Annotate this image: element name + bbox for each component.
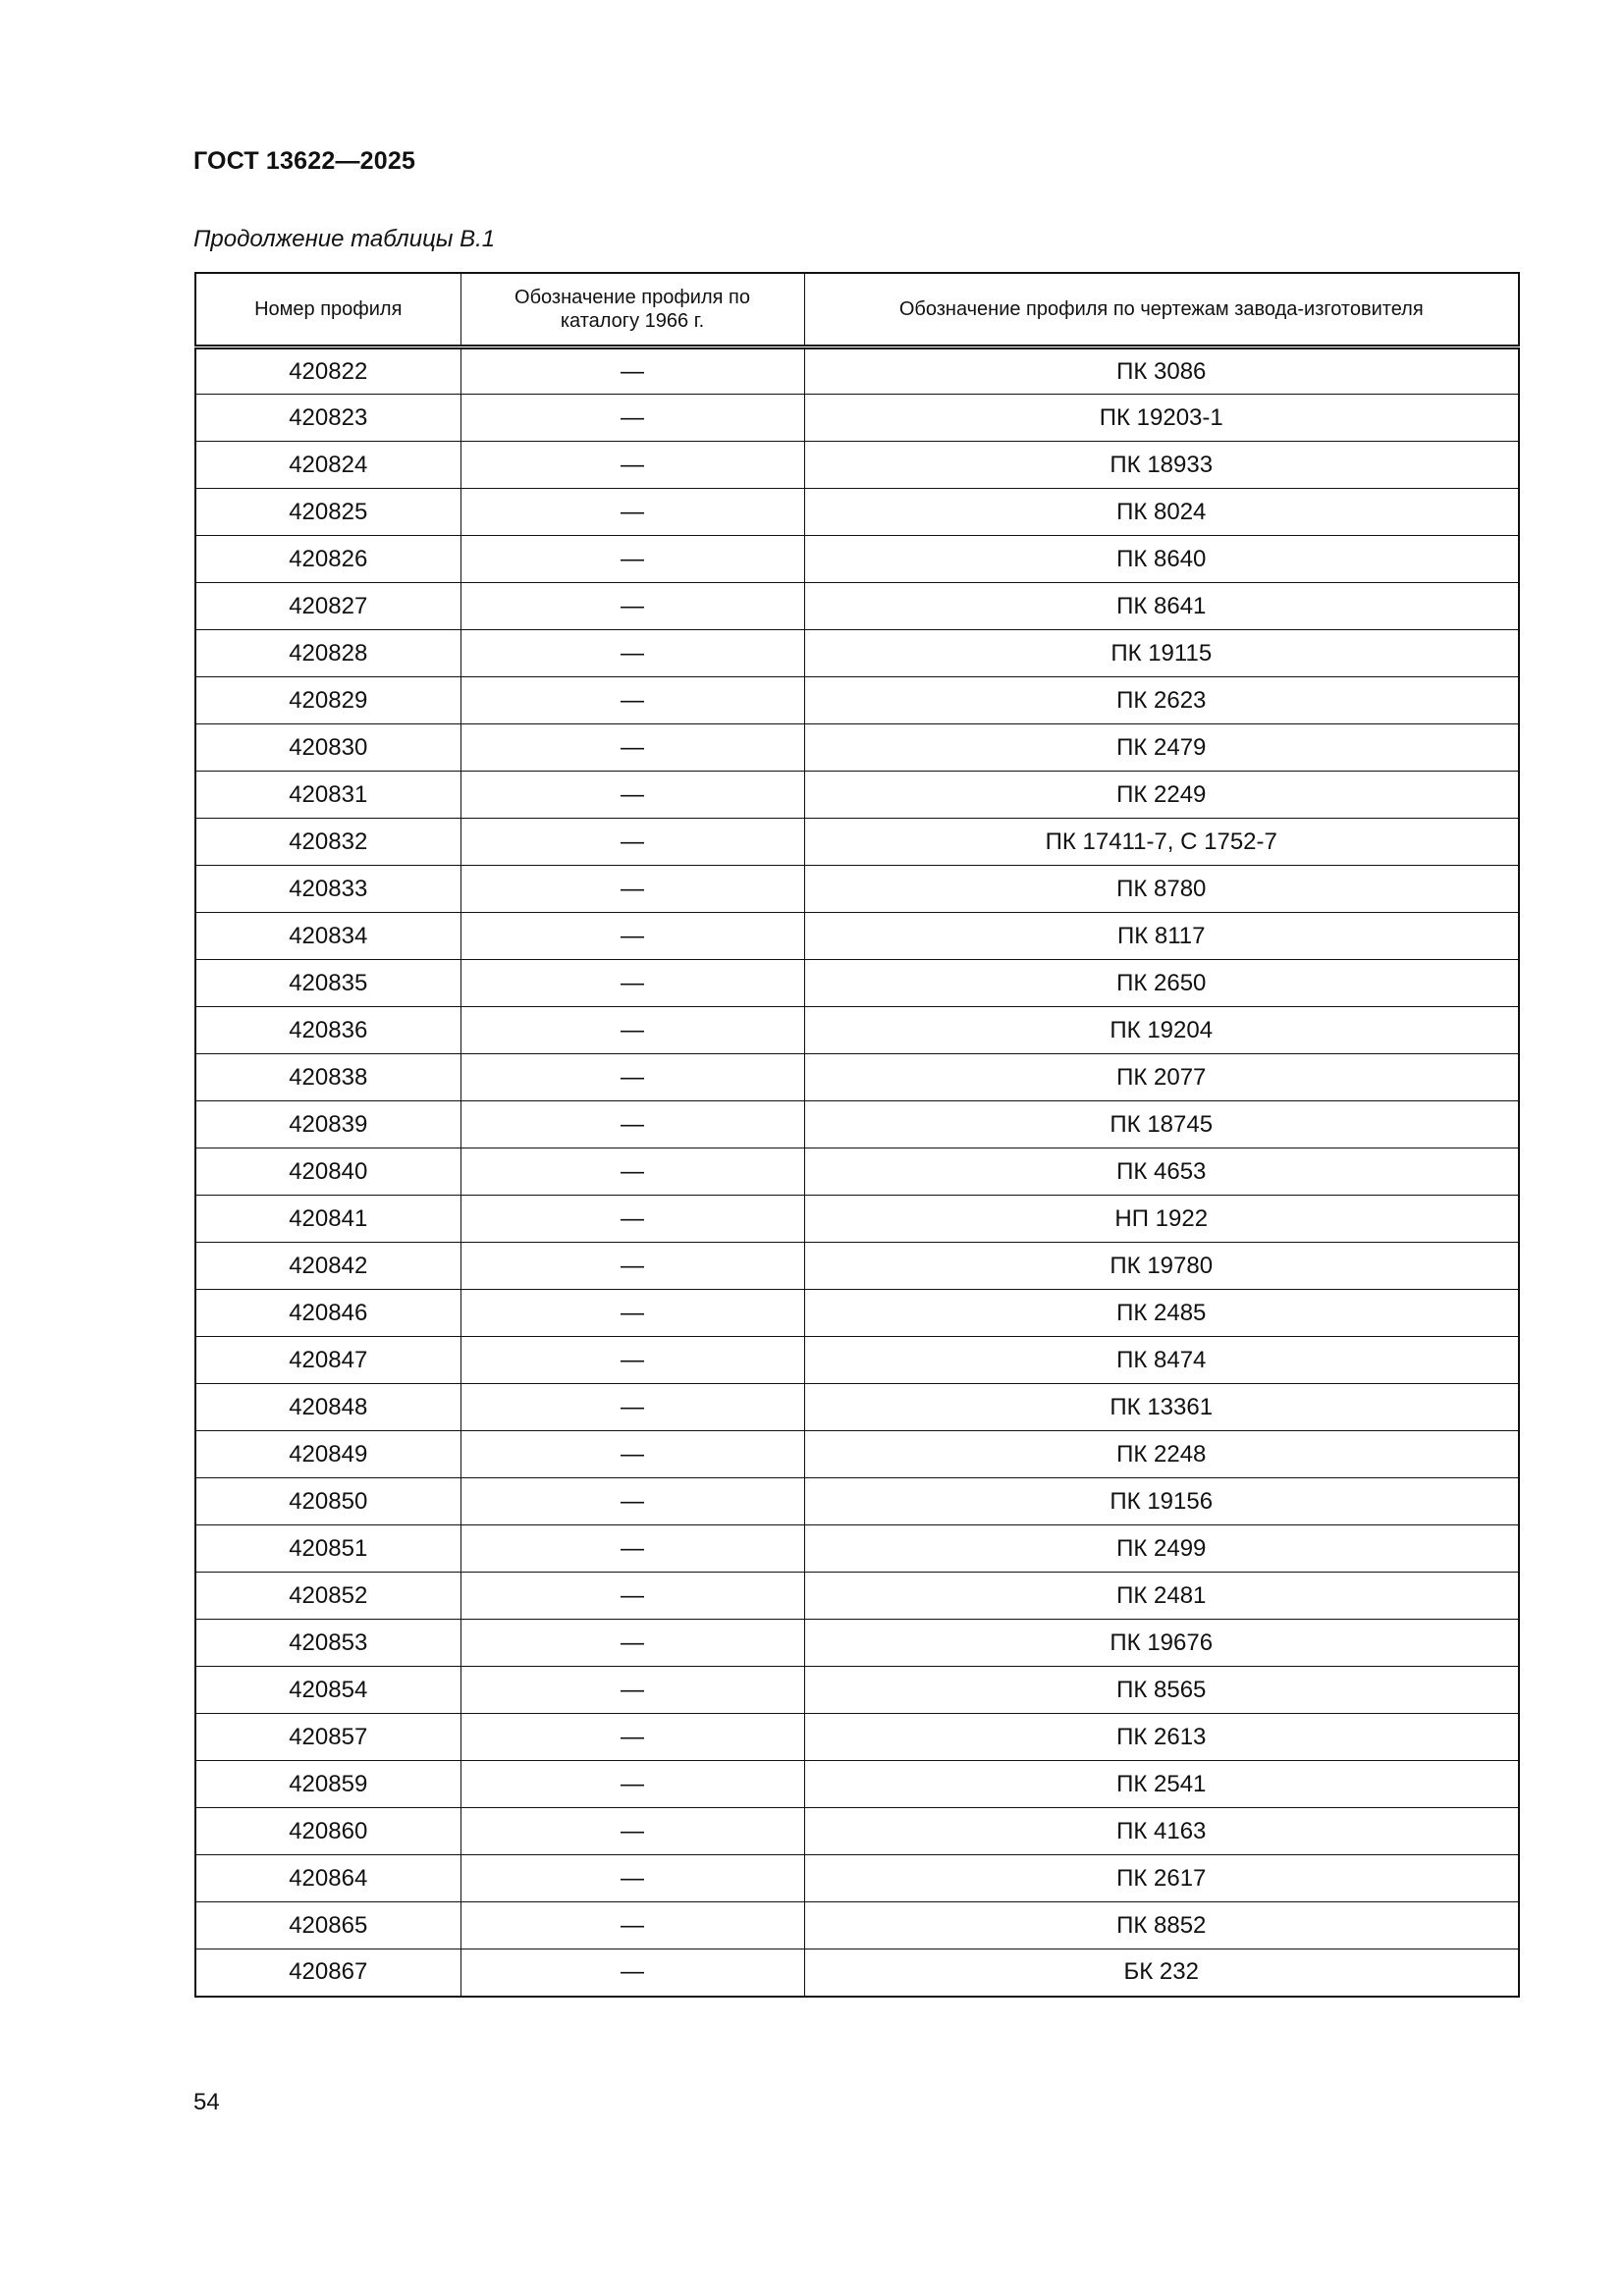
table-row (195, 1714, 1519, 1761)
profile-number-cell: 420822 (195, 347, 460, 395)
catalog-1966-cell: — (460, 1855, 804, 1902)
profile-number-cell: 420865 (195, 1902, 460, 1949)
table-row (195, 442, 1519, 489)
factory-drawing-cell: ПК 2481 (804, 1573, 1519, 1620)
profiles-table (194, 272, 1520, 1998)
catalog-1966-cell: — (460, 1808, 804, 1855)
table-row (195, 1337, 1519, 1384)
profile-number-cell: 420834 (195, 913, 460, 960)
table-row (195, 583, 1519, 630)
table-body (195, 347, 1519, 1997)
catalog-1966-cell: — (460, 819, 804, 866)
profile-number-cell: 420838 (195, 1054, 460, 1101)
table-row (195, 1431, 1519, 1478)
catalog-1966-cell: — (460, 1337, 804, 1384)
table-row (195, 772, 1519, 819)
table-row (195, 1902, 1519, 1949)
table-row (195, 1573, 1519, 1620)
catalog-1966-cell: — (460, 395, 804, 442)
table-row (195, 489, 1519, 536)
factory-drawing-cell: НП 1922 (804, 1196, 1519, 1243)
factory-drawing-cell: ПК 18933 (804, 442, 1519, 489)
catalog-1966-cell: — (460, 1384, 804, 1431)
catalog-1966-cell: — (460, 1148, 804, 1196)
table-row (195, 1196, 1519, 1243)
catalog-1966-cell: — (460, 1949, 804, 1997)
factory-drawing-cell: ПК 8117 (804, 913, 1519, 960)
table-row (195, 960, 1519, 1007)
factory-drawing-cell: ПК 2485 (804, 1290, 1519, 1337)
table-row (195, 1148, 1519, 1196)
catalog-1966-cell: — (460, 1525, 804, 1573)
catalog-1966-cell: — (460, 1101, 804, 1148)
profile-number-cell: 420864 (195, 1855, 460, 1902)
profile-number-cell: 420829 (195, 677, 460, 724)
table-row (195, 677, 1519, 724)
factory-drawing-cell: ПК 2613 (804, 1714, 1519, 1761)
profile-number-cell: 420842 (195, 1243, 460, 1290)
table-row (195, 1384, 1519, 1431)
factory-drawing-cell: ПК 8024 (804, 489, 1519, 536)
factory-drawing-cell: ПК 2623 (804, 677, 1519, 724)
page-number: 54 (193, 2089, 220, 2115)
table-row (195, 913, 1519, 960)
catalog-1966-cell: — (460, 1573, 804, 1620)
profile-number-cell: 420839 (195, 1101, 460, 1148)
column-header-profile-number: Номер профиля (195, 273, 460, 347)
column-header-catalog-1966: Обозначение профиля по каталогу 1966 г. (460, 273, 804, 347)
profile-number-cell: 420851 (195, 1525, 460, 1573)
table-row (195, 866, 1519, 913)
factory-drawing-cell: ПК 13361 (804, 1384, 1519, 1431)
catalog-1966-cell: — (460, 1007, 804, 1054)
table-row (195, 1808, 1519, 1855)
table-caption: Продолжение таблицы В.1 (193, 226, 496, 252)
factory-drawing-cell: БК 232 (804, 1949, 1519, 1997)
catalog-1966-cell: — (460, 583, 804, 630)
catalog-1966-cell: — (460, 1054, 804, 1101)
factory-drawing-cell: ПК 2479 (804, 724, 1519, 772)
factory-drawing-cell: ПК 3086 (804, 347, 1519, 395)
table-row (195, 395, 1519, 442)
catalog-1966-cell: — (460, 913, 804, 960)
profile-number-cell: 420860 (195, 1808, 460, 1855)
factory-drawing-cell: ПК 19780 (804, 1243, 1519, 1290)
factory-drawing-cell: ПК 4653 (804, 1148, 1519, 1196)
table-row (195, 1620, 1519, 1667)
table-row (195, 630, 1519, 677)
table-row (195, 1949, 1519, 1997)
table-row (195, 1101, 1519, 1148)
catalog-1966-cell: — (460, 536, 804, 583)
profile-number-cell: 420852 (195, 1573, 460, 1620)
profile-number-cell: 420824 (195, 442, 460, 489)
table-row (195, 1243, 1519, 1290)
catalog-1966-cell: — (460, 866, 804, 913)
factory-drawing-cell: ПК 2617 (804, 1855, 1519, 1902)
profile-number-cell: 420854 (195, 1667, 460, 1714)
factory-drawing-cell: ПК 2650 (804, 960, 1519, 1007)
catalog-1966-cell: — (460, 347, 804, 395)
table-row (195, 724, 1519, 772)
table-row (195, 819, 1519, 866)
profile-number-cell: 420867 (195, 1949, 460, 1997)
table-row (195, 1007, 1519, 1054)
profile-number-cell: 420825 (195, 489, 460, 536)
profile-number-cell: 420827 (195, 583, 460, 630)
catalog-1966-cell: — (460, 1196, 804, 1243)
profile-number-cell: 420849 (195, 1431, 460, 1478)
table-row (195, 1525, 1519, 1573)
catalog-1966-cell: — (460, 772, 804, 819)
profile-number-cell: 420823 (195, 395, 460, 442)
table-row (195, 1478, 1519, 1525)
profile-number-cell: 420836 (195, 1007, 460, 1054)
profile-number-cell: 420853 (195, 1620, 460, 1667)
factory-drawing-cell: ПК 19203-1 (804, 395, 1519, 442)
factory-drawing-cell: ПК 8641 (804, 583, 1519, 630)
profile-number-cell: 420840 (195, 1148, 460, 1196)
factory-drawing-cell: ПК 4163 (804, 1808, 1519, 1855)
catalog-1966-cell: — (460, 1761, 804, 1808)
catalog-1966-cell: — (460, 1478, 804, 1525)
catalog-1966-cell: — (460, 960, 804, 1007)
factory-drawing-cell: ПК 8640 (804, 536, 1519, 583)
profile-number-cell: 420832 (195, 819, 460, 866)
profile-number-cell: 420826 (195, 536, 460, 583)
catalog-1966-cell: — (460, 1714, 804, 1761)
profile-number-cell: 420850 (195, 1478, 460, 1525)
table-row (195, 1761, 1519, 1808)
factory-drawing-cell: ПК 2248 (804, 1431, 1519, 1478)
profile-number-cell: 420848 (195, 1384, 460, 1431)
profile-number-cell: 420835 (195, 960, 460, 1007)
factory-drawing-cell: ПК 18745 (804, 1101, 1519, 1148)
table-row (195, 1290, 1519, 1337)
table-row (195, 1855, 1519, 1902)
table-header-row (195, 273, 1519, 347)
table-row (195, 536, 1519, 583)
factory-drawing-cell: ПК 2249 (804, 772, 1519, 819)
profile-number-cell: 420857 (195, 1714, 460, 1761)
factory-drawing-cell: ПК 8780 (804, 866, 1519, 913)
catalog-1966-cell: — (460, 630, 804, 677)
catalog-1966-cell: — (460, 442, 804, 489)
factory-drawing-cell: ПК 8565 (804, 1667, 1519, 1714)
factory-drawing-cell: ПК 19676 (804, 1620, 1519, 1667)
factory-drawing-cell: ПК 8852 (804, 1902, 1519, 1949)
catalog-1966-cell: — (460, 677, 804, 724)
profile-number-cell: 420830 (195, 724, 460, 772)
profile-number-cell: 420846 (195, 1290, 460, 1337)
catalog-1966-cell: — (460, 489, 804, 536)
table-row (195, 347, 1519, 395)
catalog-1966-cell: — (460, 1902, 804, 1949)
factory-drawing-cell: ПК 19204 (804, 1007, 1519, 1054)
profile-number-cell: 420831 (195, 772, 460, 819)
catalog-1966-cell: — (460, 1667, 804, 1714)
factory-drawing-cell: ПК 2541 (804, 1761, 1519, 1808)
table-row (195, 1667, 1519, 1714)
factory-drawing-cell: ПК 2077 (804, 1054, 1519, 1101)
profile-number-cell: 420841 (195, 1196, 460, 1243)
catalog-1966-cell: — (460, 724, 804, 772)
profile-number-cell: 420859 (195, 1761, 460, 1808)
document-title: ГОСТ 13622—2025 (193, 147, 416, 175)
factory-drawing-cell: ПК 17411-7, С 1752-7 (804, 819, 1519, 866)
catalog-1966-cell: — (460, 1290, 804, 1337)
factory-drawing-cell: ПК 8474 (804, 1337, 1519, 1384)
profile-number-cell: 420833 (195, 866, 460, 913)
factory-drawing-cell: ПК 19115 (804, 630, 1519, 677)
table-row (195, 1054, 1519, 1101)
factory-drawing-cell: ПК 19156 (804, 1478, 1519, 1525)
profile-number-cell: 420847 (195, 1337, 460, 1384)
catalog-1966-cell: — (460, 1243, 804, 1290)
profile-number-cell: 420828 (195, 630, 460, 677)
column-header-factory-drawing: Обозначение профиля по чертежам завода-изготовителя (804, 273, 1519, 347)
catalog-1966-cell: — (460, 1620, 804, 1667)
catalog-1966-cell: — (460, 1431, 804, 1478)
factory-drawing-cell: ПК 2499 (804, 1525, 1519, 1573)
